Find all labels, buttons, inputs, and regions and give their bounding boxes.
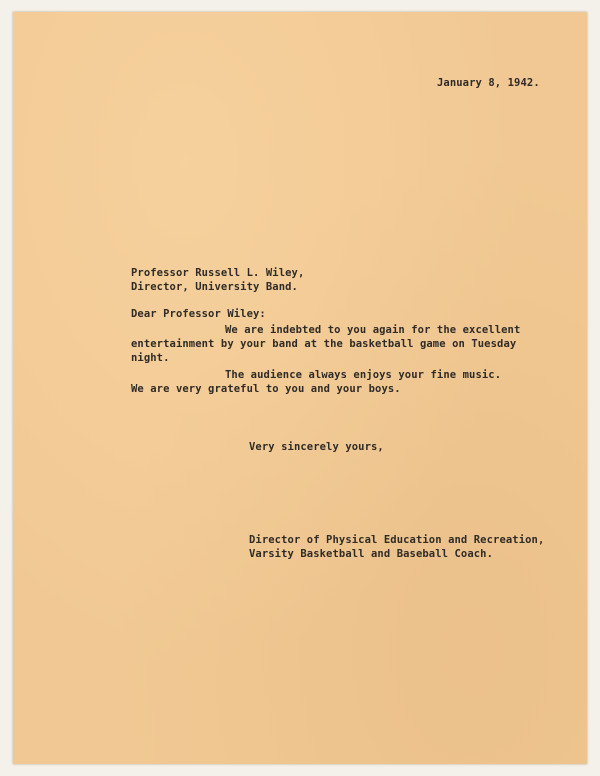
recipient-name: Professor Russell L. Wiley, [131,267,305,279]
signature-line-1: Director of Physical Education and Recreation, [249,534,545,546]
paragraph-2-line-1: The audience always enjoys your fine music. [225,369,502,381]
letter-date: January 8, 1942. [437,77,540,89]
salutation: Dear Professor Wiley: [131,308,266,320]
paragraph-2-line-2: We are very grateful to you and your boys. [131,383,401,395]
paragraph-1-line-1: We are indebted to you again for the excellent [225,324,521,336]
signature-line-2: Varsity Basketball and Baseball Coach. [249,548,494,560]
paragraph-1-line-2: entertainment by your band at the basketball game on Tuesday [131,338,517,350]
closing: Very sincerely yours, [249,441,384,453]
paragraph-1-line-3: night. [131,352,170,364]
recipient-title: Director, University Band. [131,281,298,293]
